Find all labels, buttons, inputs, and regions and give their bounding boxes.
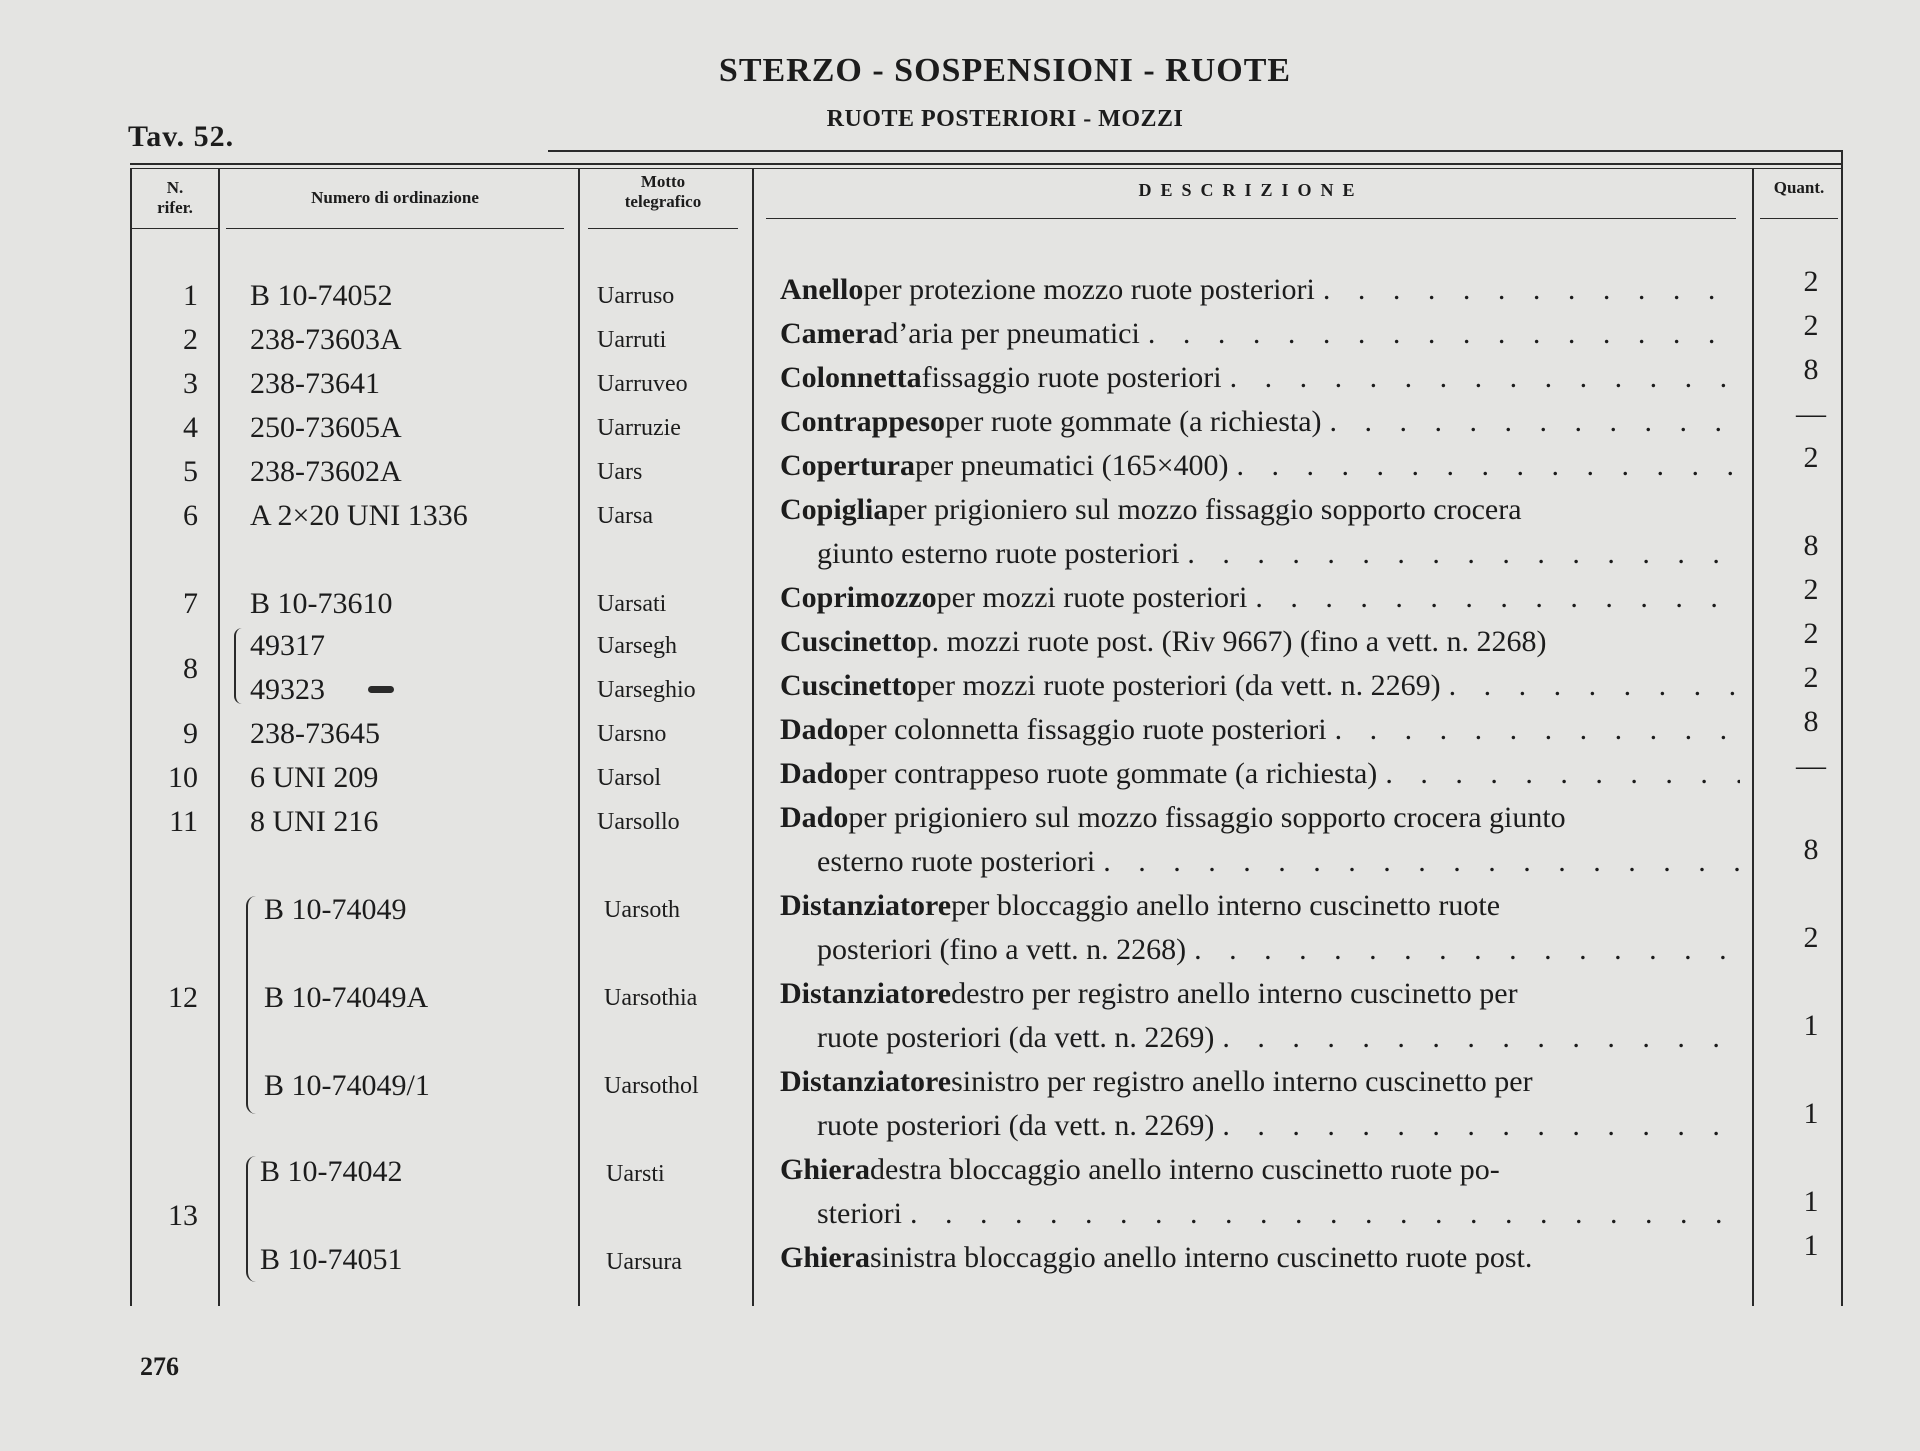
- column-header-ref-text: N. rifer.: [157, 178, 193, 217]
- description-text: d’aria per pneumatici: [883, 317, 1140, 350]
- description-keyword: Dado: [780, 757, 849, 790]
- description-line: [780, 708, 1740, 752]
- telegraph-code: Uarsothol: [604, 1073, 699, 1099]
- telegraph-code: Uarsti: [606, 1161, 665, 1187]
- description-line: [780, 532, 1740, 576]
- quantity: 2: [1803, 661, 1819, 694]
- description-keyword: Distanziatore: [780, 1065, 952, 1098]
- page-title: STERZO - SOSPENSIONI - RUOTE: [718, 52, 1292, 89]
- telegraph-code: Uarsoth: [604, 897, 680, 923]
- description-line: [780, 620, 1740, 664]
- description-line: [780, 664, 1740, 708]
- order-code: A 2×20 UNI 1336: [250, 499, 468, 532]
- description-text: per pneumatici (165×400): [914, 449, 1229, 482]
- telegraph-code: Uarsegh: [597, 633, 677, 659]
- order-code: B 10-74049A: [264, 981, 429, 1014]
- telegraph-code: Uarsno: [597, 721, 667, 747]
- telegraph-code: Uarsol: [597, 765, 661, 791]
- ref-number: 2: [183, 323, 198, 356]
- quantity: 2: [1803, 309, 1819, 342]
- order-code: 250-73605A: [250, 411, 402, 444]
- leader-dots: [1103, 840, 1740, 884]
- description-cell: [780, 576, 1740, 620]
- column-header-code: Numero di ordinazione: [311, 188, 479, 207]
- ref-number: 13: [168, 1199, 198, 1232]
- leader-dots: [1222, 1104, 1740, 1148]
- description-keyword: Distanziatore: [780, 889, 952, 922]
- table-top-border: [130, 163, 1843, 165]
- description-cell: [780, 1060, 1740, 1148]
- leader-dots: [1148, 312, 1740, 356]
- description-text: ruote posteriori (da vett. n. 2269): [817, 1109, 1215, 1142]
- telegraph-code: Uarruveo: [597, 371, 688, 397]
- description-text: p. mozzi ruote post. (Riv 9667) (fino a vett. n. 2268): [916, 625, 1547, 658]
- table-top-border-2: [130, 168, 1843, 169]
- description-text: sinistra bloccaggio anello interno cuscinetto ruote post.: [870, 1241, 1533, 1274]
- description-cell: [780, 1148, 1740, 1236]
- description-line: [780, 1148, 1740, 1192]
- quantity: 2: [1803, 265, 1819, 298]
- description-cell: [780, 796, 1740, 884]
- order-code: B 10-74049: [264, 893, 407, 926]
- ref-number: 11: [169, 805, 198, 838]
- leader-dots: [1187, 532, 1740, 576]
- description-line: [780, 972, 1740, 1016]
- description-cell: [780, 444, 1740, 488]
- telegraph-code: Uarsollo: [597, 809, 680, 835]
- ref-number: 10: [168, 761, 198, 794]
- leader-dots: [1449, 664, 1740, 708]
- quantity: 1: [1803, 1097, 1819, 1130]
- description-cell: [780, 312, 1740, 356]
- leader-dots: [910, 1192, 1740, 1236]
- col-divider-desc: [1752, 168, 1754, 1306]
- description-text: steriori: [817, 1197, 902, 1230]
- ref-number: 1: [183, 279, 198, 312]
- leader-dots: [1335, 708, 1740, 752]
- page-number: 276: [140, 1352, 179, 1381]
- description-text: per colonnetta fissaggio ruote posteriori: [848, 713, 1327, 746]
- quantity: 8: [1803, 705, 1819, 738]
- description-line: [780, 488, 1740, 532]
- leader-dots: [1194, 928, 1740, 972]
- leader-dots: [1330, 400, 1740, 444]
- description-text: fissaggio ruote posteriori: [921, 361, 1222, 394]
- telegraph-code: Uarsura: [606, 1249, 682, 1275]
- description-line: [780, 796, 1740, 840]
- order-code: B 10-74052: [250, 279, 393, 312]
- telegraph-code: Uars: [597, 459, 643, 485]
- order-code: 238-73645: [250, 717, 380, 750]
- description-keyword: Anello: [780, 273, 864, 306]
- description-line: [780, 356, 1740, 400]
- ref-number: 6: [183, 499, 198, 532]
- quantity: 1: [1803, 1229, 1819, 1262]
- description-line: [780, 752, 1740, 796]
- header-rule-motto: [588, 228, 738, 229]
- col-divider-code: [578, 168, 580, 1306]
- description-text: per prigioniero sul mozzo fissaggio sopporto crocera giunto: [848, 801, 1566, 834]
- description-text: destro per registro anello interno cuscinetto per: [951, 977, 1518, 1010]
- order-code: B 10-74049/1: [264, 1069, 430, 1102]
- quantity: 2: [1803, 617, 1819, 650]
- description-cell: [780, 708, 1740, 752]
- description-text: per mozzi ruote posteriori: [936, 581, 1248, 614]
- description-line: [780, 312, 1740, 356]
- description-keyword: Ghiera: [780, 1153, 870, 1186]
- quantity: 2: [1803, 921, 1819, 954]
- description-text: per ruote gommate (a richiesta): [945, 405, 1322, 438]
- column-header-motto-text: Motto telegrafico: [624, 172, 702, 211]
- description-cell: [780, 400, 1740, 444]
- description-line: [780, 444, 1740, 488]
- brace-ref-13: [246, 1156, 258, 1282]
- description-cell: [780, 268, 1740, 312]
- description-line: [780, 1060, 1740, 1104]
- description-text: per mozzi ruote posteriori (da vett. n. 2269): [916, 669, 1441, 702]
- description-keyword: Camera: [780, 317, 884, 350]
- description-text: per bloccaggio anello interno cuscinetto ruote: [951, 889, 1501, 922]
- description-text: per prigioniero sul mozzo fissaggio sopporto crocera: [888, 493, 1522, 526]
- quantity: 2: [1803, 441, 1819, 474]
- ref-number: 7: [183, 587, 198, 620]
- description-keyword: Copertura: [780, 449, 915, 482]
- order-code: 8 UNI 216: [250, 805, 379, 838]
- leader-dots: [1385, 752, 1740, 796]
- description-cell: [780, 972, 1740, 1060]
- header-rule-qty: [1760, 218, 1838, 219]
- column-header-motto: [590, 172, 736, 212]
- order-code: 238-73603A: [250, 323, 402, 356]
- description-cell: [780, 488, 1740, 576]
- description-line: [780, 1236, 1740, 1280]
- description-keyword: Dado: [780, 713, 849, 746]
- ref-number: 3: [183, 367, 198, 400]
- description-keyword: Dado: [780, 801, 849, 834]
- description-text: esterno ruote posteriori: [817, 845, 1096, 878]
- telegraph-code: Uarruso: [597, 283, 675, 309]
- leader-dots: [1230, 356, 1740, 400]
- order-code: B 10-74051: [260, 1243, 403, 1276]
- order-code: 238-73602A: [250, 455, 402, 488]
- leader-dots: [1323, 268, 1740, 312]
- ref-number: 9: [183, 717, 198, 750]
- telegraph-code: Uarsa: [597, 503, 653, 529]
- description-line: [780, 928, 1740, 972]
- order-code: B 10-74042: [260, 1155, 403, 1188]
- description-keyword: Contrappeso: [780, 405, 946, 438]
- description-line: [780, 1016, 1740, 1060]
- description-keyword: Coprimozzo: [780, 581, 937, 614]
- telegraph-code: Uarruzie: [597, 415, 681, 441]
- telegraph-code: Uarruti: [597, 327, 667, 353]
- header-rule-ref: [132, 228, 218, 229]
- description-text: per contrappeso ruote gommate (a richiesta): [848, 757, 1378, 790]
- description-text: giunto esterno ruote posteriori: [817, 537, 1180, 570]
- leader-dots: [1222, 1016, 1740, 1060]
- ref-number: 4: [183, 411, 198, 444]
- description-line: [780, 840, 1740, 884]
- table-label: Tav. 52.: [128, 120, 235, 153]
- description-keyword: Cuscinetto: [780, 669, 917, 702]
- quantity: 1: [1803, 1185, 1819, 1218]
- description-cell: [780, 664, 1740, 708]
- header-rule-desc: [766, 218, 1736, 219]
- description-text: sinistro per registro anello interno cuscinetto per: [951, 1065, 1533, 1098]
- description-cell: [780, 752, 1740, 796]
- description-text: destra bloccaggio anello interno cuscinetto ruote po-: [870, 1153, 1500, 1186]
- ref-number: 8: [183, 652, 198, 685]
- order-code: B 10-73610: [250, 587, 393, 620]
- quantity: —: [1796, 397, 1826, 430]
- telegraph-code: Uarsati: [597, 591, 667, 617]
- telegraph-code: Uarseghio: [597, 677, 696, 703]
- quantity: 8: [1803, 353, 1819, 386]
- description-keyword: Ghiera: [780, 1241, 870, 1274]
- ref-number: 12: [168, 981, 198, 1014]
- description-text: ruote posteriori (da vett. n. 2269): [817, 1021, 1215, 1054]
- page-subtitle: RUOTE POSTERIORI - MOZZI: [826, 106, 1184, 132]
- order-code: 6 UNI 209: [250, 761, 379, 794]
- description-text: per protezione mozzo ruote posteriori: [863, 273, 1315, 306]
- quantity: —: [1796, 749, 1826, 782]
- description-cell: [780, 1236, 1740, 1280]
- top-rule: [548, 150, 1843, 152]
- quantity: 1: [1803, 1009, 1819, 1042]
- description-line: [780, 576, 1740, 620]
- col-divider-ref: [218, 168, 220, 1306]
- brace-ref-12: [246, 896, 258, 1114]
- pencil-mark: [368, 686, 394, 693]
- description-keyword: Distanziatore: [780, 977, 952, 1010]
- order-code: 49323: [250, 673, 325, 706]
- quantity: 8: [1803, 529, 1819, 562]
- ref-number: 5: [183, 455, 198, 488]
- column-header-ref: [134, 178, 216, 218]
- leader-dots: [1236, 444, 1740, 488]
- description-line: [780, 400, 1740, 444]
- description-cell: [780, 884, 1740, 972]
- description-keyword: Cuscinetto: [780, 625, 917, 658]
- description-cell: [780, 620, 1740, 664]
- column-header-description: DESCRIZIONE: [1138, 180, 1364, 200]
- description-line: [780, 268, 1740, 312]
- col-divider-motto: [752, 168, 754, 1306]
- order-code: 238-73641: [250, 367, 380, 400]
- description-line: [780, 884, 1740, 928]
- order-code: 49317: [250, 629, 325, 662]
- leader-dots: [1255, 576, 1740, 620]
- quantity: 2: [1803, 573, 1819, 606]
- description-keyword: Colonnetta: [780, 361, 922, 394]
- quantity: 8: [1803, 833, 1819, 866]
- telegraph-code: Uarsothia: [604, 985, 698, 1011]
- description-line: [780, 1104, 1740, 1148]
- brace-ref-8: [234, 628, 244, 704]
- description-cell: [780, 356, 1740, 400]
- description-line: [780, 1192, 1740, 1236]
- description-keyword: Copiglia: [780, 493, 889, 526]
- header-rule-code: [226, 228, 564, 229]
- description-text: posteriori (fino a vett. n. 2268): [817, 933, 1187, 966]
- column-header-qty: Quant.: [1773, 178, 1825, 197]
